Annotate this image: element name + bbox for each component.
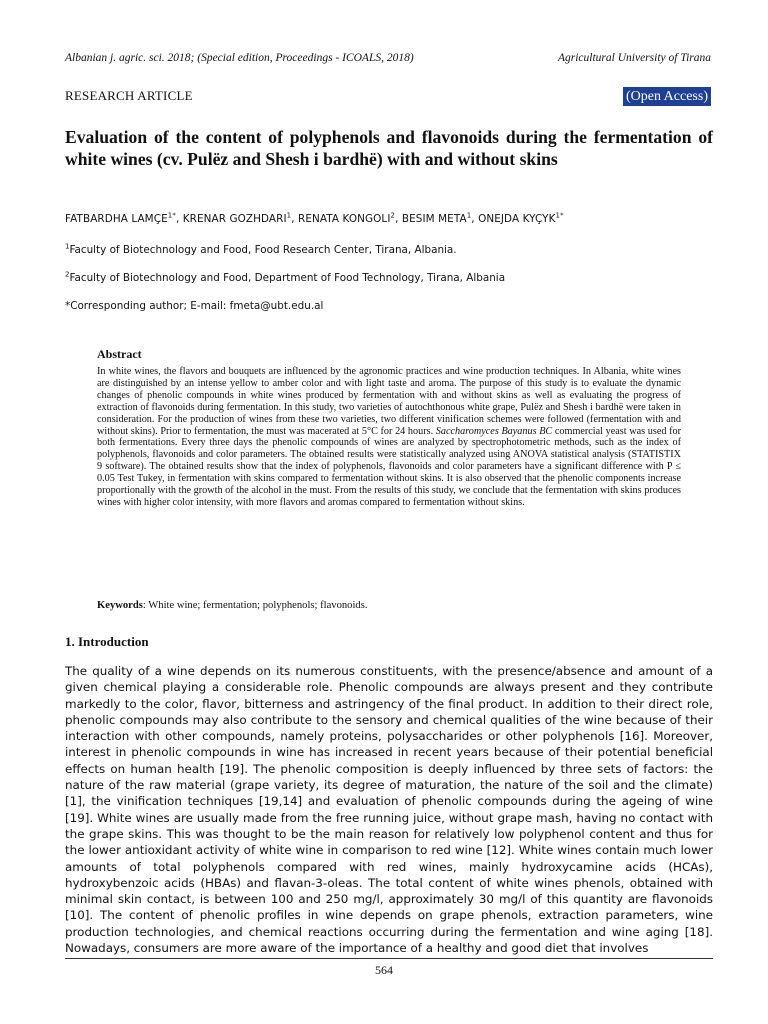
author-affiliation-mark: 1* [555,211,564,220]
keywords-text: : White wine; fermentation; polyphenols; flavonoids. [142,600,368,611]
author-name: ONEJDA KYÇYK [478,213,556,225]
open-access-badge: (Open Access) [623,87,711,106]
introduction-paragraph: The quality of a wine depends on its numerous constituents, with the presence/absence and amount of a given chemical playing a considerable role. Phenolic compounds are always present and they contribute markedly to the color, flavor, bitterness and astringency of the final product. In addition to their direct role, phenolic compounds may also contribute to the sensory and chemical qualities of the wine because of their interaction with other compounds, namely proteins, polysaccharides or other polyphenols [16]. Moreover, interest in phenolic compounds in wine has increased in recent years because of their potential beneficial effects on human health [19]. The phenolic composition is deeply influenced by three sets of factors: the nature of the raw material (grape variety, its degree of maturation, the nature of the soil and the climate) [1], the vinification techniques [19,14] and evaluation of phenolic compounds during the ageing of wine [19]. White wines are usually made from the free running juice, without grape mash, having no contact with the grape skins. This was thought to be the main reason for relatively low polyphenol content and thus for the lower antioxidant activity of white wine in comparison to red wine [12]. White wines contain much lower amounts of total polyphenols compared with red wines, mainly hydroxycamine acids (HCAs), hydroxybenzoic acids (HBAs) and flavan-3-oleas. The total content of white wines phenols, obtained with minimal skin contact, is between 100 and 250 mg/l, approximately 30 mg/l of this quantity are flavonoids [10]. The content of phenolic profiles in wine depends on grape phenols, extraction parameters, wine production technologies, and chemical reactions occurring during the fermentation and wine aging [18]. Nowadays, consumers are more aware of the importance of a healthy and good diet that involves [65,664,713,956]
section-heading-introduction: 1. Introduction [65,634,149,649]
author-name: BESIM META [401,213,467,225]
author-name: FATBARDHA LAMÇE [65,213,168,225]
author-name: RENATA KONGOLI [298,213,391,225]
affiliation-1 [65,244,457,256]
author-affiliation-mark: 1 [286,211,292,220]
author-affiliation-mark: 1 [466,211,472,220]
affiliation-mark: 1 [65,242,70,251]
yeast-species-name: Saccharomyces Bayanus BC [435,425,553,437]
footer-rule [65,958,713,959]
article-title: Evaluation of the content of polyphenols and flavonoids during the fermentation of white wines (cv. Pulëz and Shesh i bardhë) with and without skins [65,127,713,169]
affiliation-2 [65,272,505,284]
affiliation-text: Faculty of Biotechnology and Food, Department of Food Technology, Tirana, Albania [69,272,506,284]
author-affiliation-mark: 2 [390,211,396,220]
author-list [65,213,564,225]
abstract-text [97,366,681,509]
journal-header: Albanian j. agric. sci. 2018; (Special edition, Proceedings - ICOALS, 2018) [65,52,414,64]
keywords-line [97,600,368,611]
page-number: 564 [375,963,393,977]
author-separator: , [471,213,479,225]
affiliation-text: Faculty of Biotechnology and Food, Food Research Center, Tirana, Albania. [69,244,457,256]
article-type: RESEARCH ARTICLE [65,88,193,103]
author-separator: , [291,213,298,225]
abstract-heading: Abstract [97,347,142,361]
author-separator: , [175,213,183,225]
abstract-text-part1: In white wines, the flavors and bouquets are influenced by the agronomic practices and wine production techniques. In Albania, white wines are distinguished by an intense yellow to amber color and with light taste and aroma. The purpose of this study is to evaluate the dynamic changes of phenolic compounds in white wines produced by fermentation with and without skins as well as evaluating the progress of extraction of flavonoids during fermentation. In this study, two varieties of autochthonous white grape, Pulëz and Shesh i bardhë were taken in consideration. For the production of wines from these two varieties, two different vinification schemes were followed (fermentation with and without skins). Prior to fermentation, the must was macerated at 5°C for 24 hours. [97,366,681,437]
author-separator: , [395,213,402,225]
affiliation-mark: 2 [65,270,70,279]
institution-header: Agricultural University of Tirana [557,52,711,64]
corresponding-author: *Corresponding author; E-mail: fmeta@ubt.edu.al [65,300,324,312]
author-name: KRENAR GOZHDARI [182,213,287,225]
abstract-text-part2: commercial yeast was used for both fermentations. Every three days the phenolic compounds of wines are analyzed by spectrophotometric methods, such as the index of polyphenols, flavonoids and color parameters. The obtained results were statistically analyzed using ANOVA statistical analysis (STATISTIX 9 software). The obtained results show that the index of polyphenols, flavonoids and color parameters have a significant difference with P ≤ 0.05 Test Tukey, in fermentation with skins compared to fermentation without skins. It is also observed that the phenolic components increase proportionally with the growth of the alcohol in the must. From the results of this study, we conclude that the fermentation with skins produces wines with higher color intensity, with more flavors and aromas compared to fermentation without skins. [97,425,681,508]
keywords-label: Keywords [97,600,143,611]
author-affiliation-mark: 1* [167,211,176,220]
